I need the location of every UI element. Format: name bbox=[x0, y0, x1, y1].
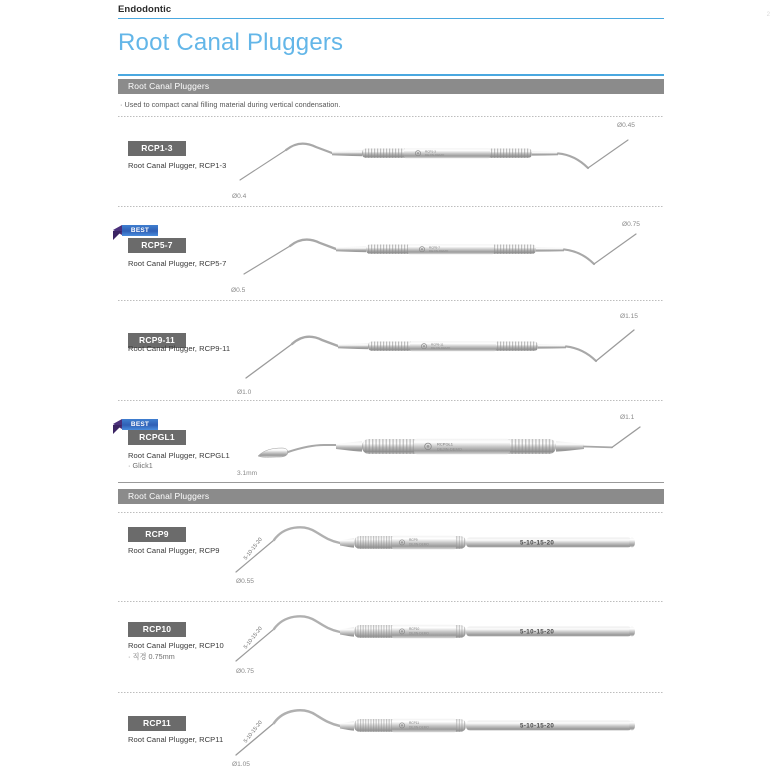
divider-solid bbox=[118, 482, 664, 483]
instrument-illustration-rcp5-7 bbox=[236, 224, 656, 284]
svg-text:DEJIN-DEMO: DEJIN-DEMO bbox=[409, 631, 429, 636]
svg-text:5-10-15-20: 5-10-15-20 bbox=[242, 719, 264, 745]
dimension-label-right: Ø0.45 bbox=[617, 122, 635, 129]
svg-text:DEJIN-DEMO: DEJIN-DEMO bbox=[437, 446, 462, 452]
section-2-header: Root Canal Pluggers bbox=[118, 489, 664, 504]
dimension-label-right: Ø1.15 bbox=[620, 313, 638, 320]
dimension-label-left: Ø0.55 bbox=[236, 578, 254, 585]
product-subdescription: · Glick1 bbox=[128, 461, 153, 470]
product-description: Root Canal Plugger, RCP5-7 bbox=[128, 259, 227, 268]
svg-text:DEJIN-DEMO: DEJIN-DEMO bbox=[409, 725, 429, 730]
svg-text:5-10-15-20: 5-10-15-20 bbox=[242, 625, 264, 651]
svg-text:RCP5-7: RCP5-7 bbox=[429, 245, 441, 250]
svg-text:5-10-15-20: 5-10-15-20 bbox=[242, 536, 264, 562]
dimension-label-left: Ø1.05 bbox=[232, 761, 250, 768]
page-header bbox=[118, 4, 664, 55]
instrument-illustration-rcp9 bbox=[230, 516, 660, 576]
product-code-chip: RCP11 bbox=[128, 716, 186, 731]
dimension-label-left: Ø1.0 bbox=[237, 389, 252, 396]
svg-text:RCP9-11: RCP9-11 bbox=[431, 342, 444, 347]
instrument-illustration-rcp10 bbox=[230, 607, 660, 667]
page-number: 2 bbox=[766, 12, 770, 18]
svg-text:RCP1-3: RCP1-3 bbox=[425, 149, 437, 154]
product-code-chip: RCP1-3 bbox=[128, 141, 186, 156]
svg-text:RCP9: RCP9 bbox=[409, 538, 418, 543]
dimension-label-left: 3.1mm bbox=[237, 470, 258, 477]
dimension-label-right: Ø1.1 bbox=[620, 414, 635, 421]
svg-text:DEJIN-DEMO: DEJIN-DEMO bbox=[429, 249, 449, 254]
instrument-illustration-rcp1-3 bbox=[236, 128, 656, 188]
header-rule bbox=[118, 18, 664, 19]
divider-dotted bbox=[118, 300, 664, 301]
category-kicker: Endodontic bbox=[118, 4, 172, 15]
svg-text:DEJIN-DEMO: DEJIN-DEMO bbox=[409, 542, 429, 547]
product-description: Root Canal Plugger, RCP11 bbox=[128, 735, 224, 744]
section-1-note: · Used to compact canal filling material during vertical condensation. bbox=[120, 100, 341, 109]
instrument-illustration-rcpgl1 bbox=[236, 424, 656, 480]
best-badge: BEST bbox=[122, 419, 158, 430]
svg-text:DEJIN-DEMO: DEJIN-DEMO bbox=[431, 346, 451, 351]
svg-text:RCP10: RCP10 bbox=[409, 627, 420, 632]
product-description: Root Canal Plugger, RCP9 bbox=[128, 546, 220, 555]
dimension-label-right: Ø0.75 bbox=[622, 221, 640, 228]
divider-dotted bbox=[118, 601, 664, 602]
divider-dotted bbox=[118, 512, 664, 513]
product-code-chip: RCP5-7 bbox=[128, 238, 186, 253]
svg-text:5-10-15-20: 5-10-15-20 bbox=[520, 628, 555, 636]
divider-dotted bbox=[118, 206, 664, 207]
product-code-chip: RCP9 bbox=[128, 527, 186, 542]
divider-dotted bbox=[118, 400, 664, 401]
dimension-label-left: Ø0.75 bbox=[236, 668, 254, 675]
svg-text:DEJIN-DEMO: DEJIN-DEMO bbox=[425, 153, 445, 158]
product-code-chip: RCP10 bbox=[128, 622, 186, 637]
product-description: Root Canal Plugger, RCPGL1 bbox=[128, 451, 230, 460]
instrument-illustration-rcp9-11 bbox=[236, 318, 656, 384]
product-code-chip: RCP9-11 bbox=[128, 333, 186, 348]
svg-text:5-10-15-20: 5-10-15-20 bbox=[520, 539, 555, 547]
section-1-header: Root Canal Pluggers bbox=[118, 79, 664, 94]
svg-text:RCP11: RCP11 bbox=[409, 721, 420, 726]
product-subdescription: · 직경 0.75mm bbox=[128, 652, 175, 661]
svg-text:RCPGL1: RCPGL1 bbox=[437, 441, 454, 447]
instrument-illustration-rcp11 bbox=[230, 701, 660, 761]
product-code-chip: RCPGL1 bbox=[128, 430, 186, 445]
product-description: Root Canal Plugger, RCP1-3 bbox=[128, 161, 227, 170]
dimension-label-left: Ø0.5 bbox=[231, 287, 246, 294]
svg-text:5-10-15-20: 5-10-15-20 bbox=[520, 722, 555, 730]
dimension-label-left: Ø0.4 bbox=[232, 193, 247, 200]
divider-dotted bbox=[118, 692, 664, 693]
product-description: Root Canal Plugger, RCP10 bbox=[128, 641, 224, 650]
best-badge: BEST bbox=[122, 225, 158, 236]
product-description: Root Canal Plugger, RCP9-11 bbox=[128, 344, 231, 353]
divider-dotted bbox=[118, 116, 664, 117]
section-1-top-rule bbox=[118, 74, 664, 76]
page-title: Root Canal Pluggers bbox=[118, 29, 344, 56]
